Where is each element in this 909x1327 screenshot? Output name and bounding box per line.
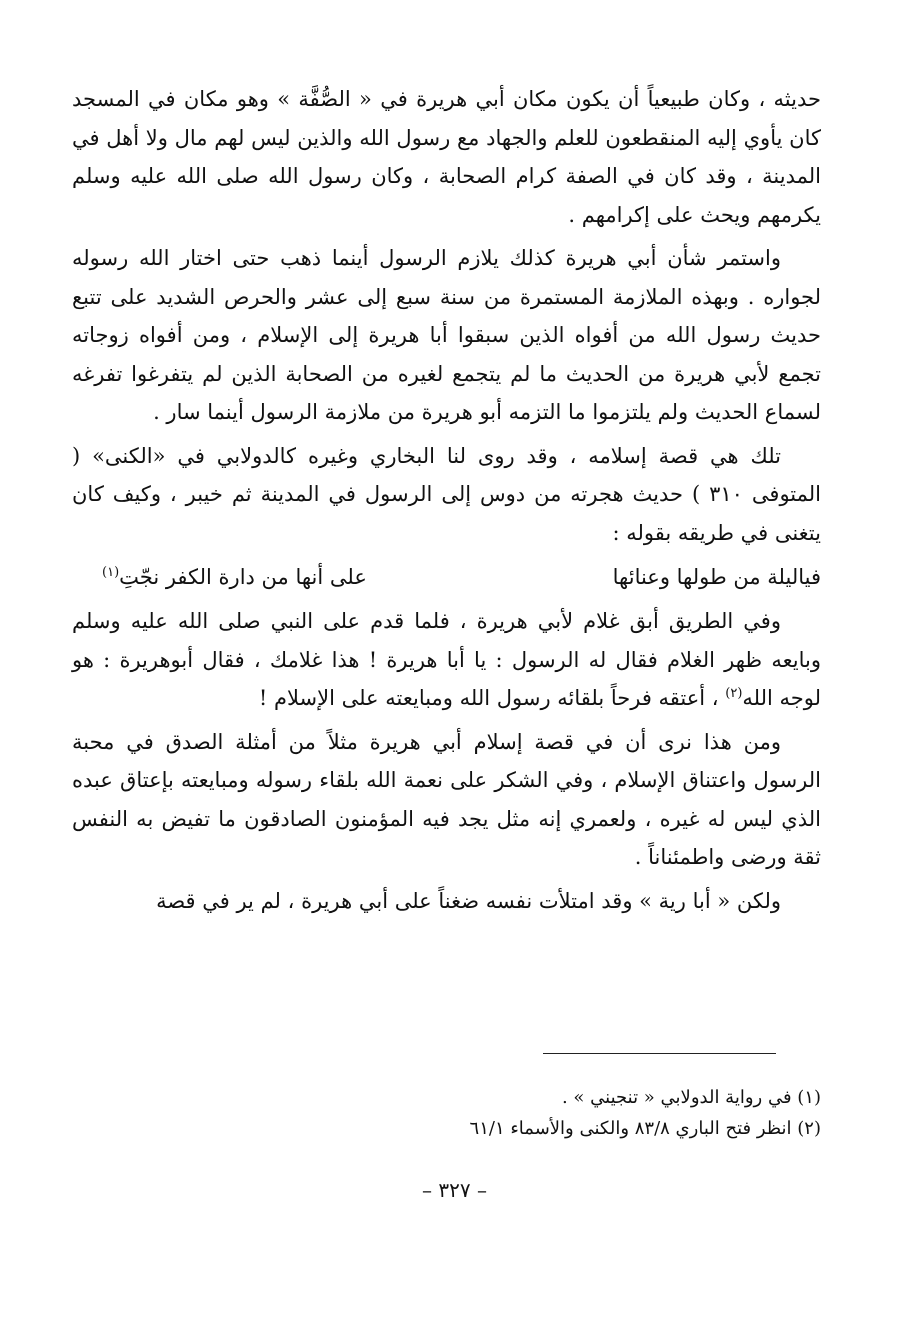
footnote-marker-1: (١) bbox=[102, 565, 120, 580]
page-number: – ٣٢٧ – bbox=[422, 1178, 487, 1202]
paragraph-4 bbox=[72, 602, 821, 718]
verse-hemistich-first-text: فياليلة من طولها وعنائها bbox=[612, 565, 821, 589]
paragraph-4-text: وفي الطريق أبق غلام لأبي هريرة ، فلما قدم على النبي صلى الله عليه وسلم وبايعه ظهر الغلام فقال له الرسول : يا أبا هريرة ! هذا غلامك ، فقال أبوهريرة : هو لوجه الله bbox=[72, 609, 821, 710]
paragraph-4-text-after: ، أعتقه فرحاً بلقائه رسول الله ومبايعته على الإسلام ! bbox=[258, 686, 726, 710]
footnotes bbox=[200, 1082, 821, 1144]
paragraph-3 bbox=[72, 437, 821, 553]
verse-hemistich-second-text: على أنها من دارة الكفر نجّتِ bbox=[119, 565, 367, 589]
footnote-1: (١) في رواية الدولابي « تنجيني » . bbox=[561, 1087, 821, 1108]
paragraph-2 bbox=[72, 239, 821, 432]
paragraph-6 bbox=[72, 882, 821, 921]
footnote-marker-2: (٢) bbox=[725, 686, 743, 701]
paragraph-2-text: واستمر شأن أبي هريرة كذلك يلازم الرسول أينما ذهب حتى اختار الله رسوله لجواره . وبهذه الملازمة المستمرة من سنة سبع إلى عشر والحرص الشديد على تتبع حديث رسول الله من أفواه الذين سبقوا أبا هريرة إلى الإسلام ، ومن أفواه زوجاته تجمع لأبي هريرة من الحديث ما لم يتجمع لغيره من الصحابة الذين لم يتفرغوا تفرغه لسماع الحديث ولم يلتزموا ما التزمه أبو هريرة من ملازمة الرسول أينما سار . bbox=[72, 246, 822, 424]
paragraph-1 bbox=[72, 80, 821, 234]
verse-hemistich-second bbox=[102, 558, 367, 596]
footnote-separator bbox=[543, 1053, 776, 1054]
paragraph-5-text: ومن هذا نرى أن في قصة إسلام أبي هريرة مثلاً من أمثلة الصدق في محبة الرسول واعتناق الإسلام ، وفي الشكر على نعمة الله بلقاء رسوله ومبايعته بإعتاق عبده الذي ليس له غيره ، ولعمري إنه مثل يجد فيه المؤمنون الصادقون ما تفيض به النفس ثقة ورضى واطمئناناً . bbox=[72, 729, 821, 869]
paragraph-6-text: ولكن « أبا رية » وقد امتلأت نفسه ضغناً على أبي هريرة ، لم ير في قصة bbox=[156, 888, 781, 913]
paragraph-1-text: حديثه ، وكان طبيعياً أن يكون مكان أبي هريرة في « الصُّفَّة » وهو مكان في المسجد كان يأوي إليه المنقطعون للعلم والجهاد مع رسول الله والذين ليس لهم مال ولا أهل في المدينة ، وقد كان في الصفة كرام الصحابة ، وكان رسول الله صلى الله عليه وسلم يكرمهم ويحث على إكرامهم . bbox=[72, 87, 821, 227]
paragraph-5 bbox=[72, 723, 821, 877]
poetry-verse bbox=[72, 558, 821, 596]
page-body bbox=[72, 80, 821, 925]
verse-hemistich-first bbox=[613, 558, 821, 596]
footnote-2: (٢) انظر فتح الباري ٨٣/٨ والكنى والأسماء ٦١/١ bbox=[469, 1118, 821, 1139]
paragraph-3-text: تلك هي قصة إسلامه ، وقد روى لنا البخاري وغيره كالدولابي في «الكنى» ( المتوفى ٣١٠ ) حديث هجرته من دوس إلى الرسول في المدينة ثم خيبر ، وكيف كان يتغنى في طريقه بقوله : bbox=[72, 443, 822, 545]
